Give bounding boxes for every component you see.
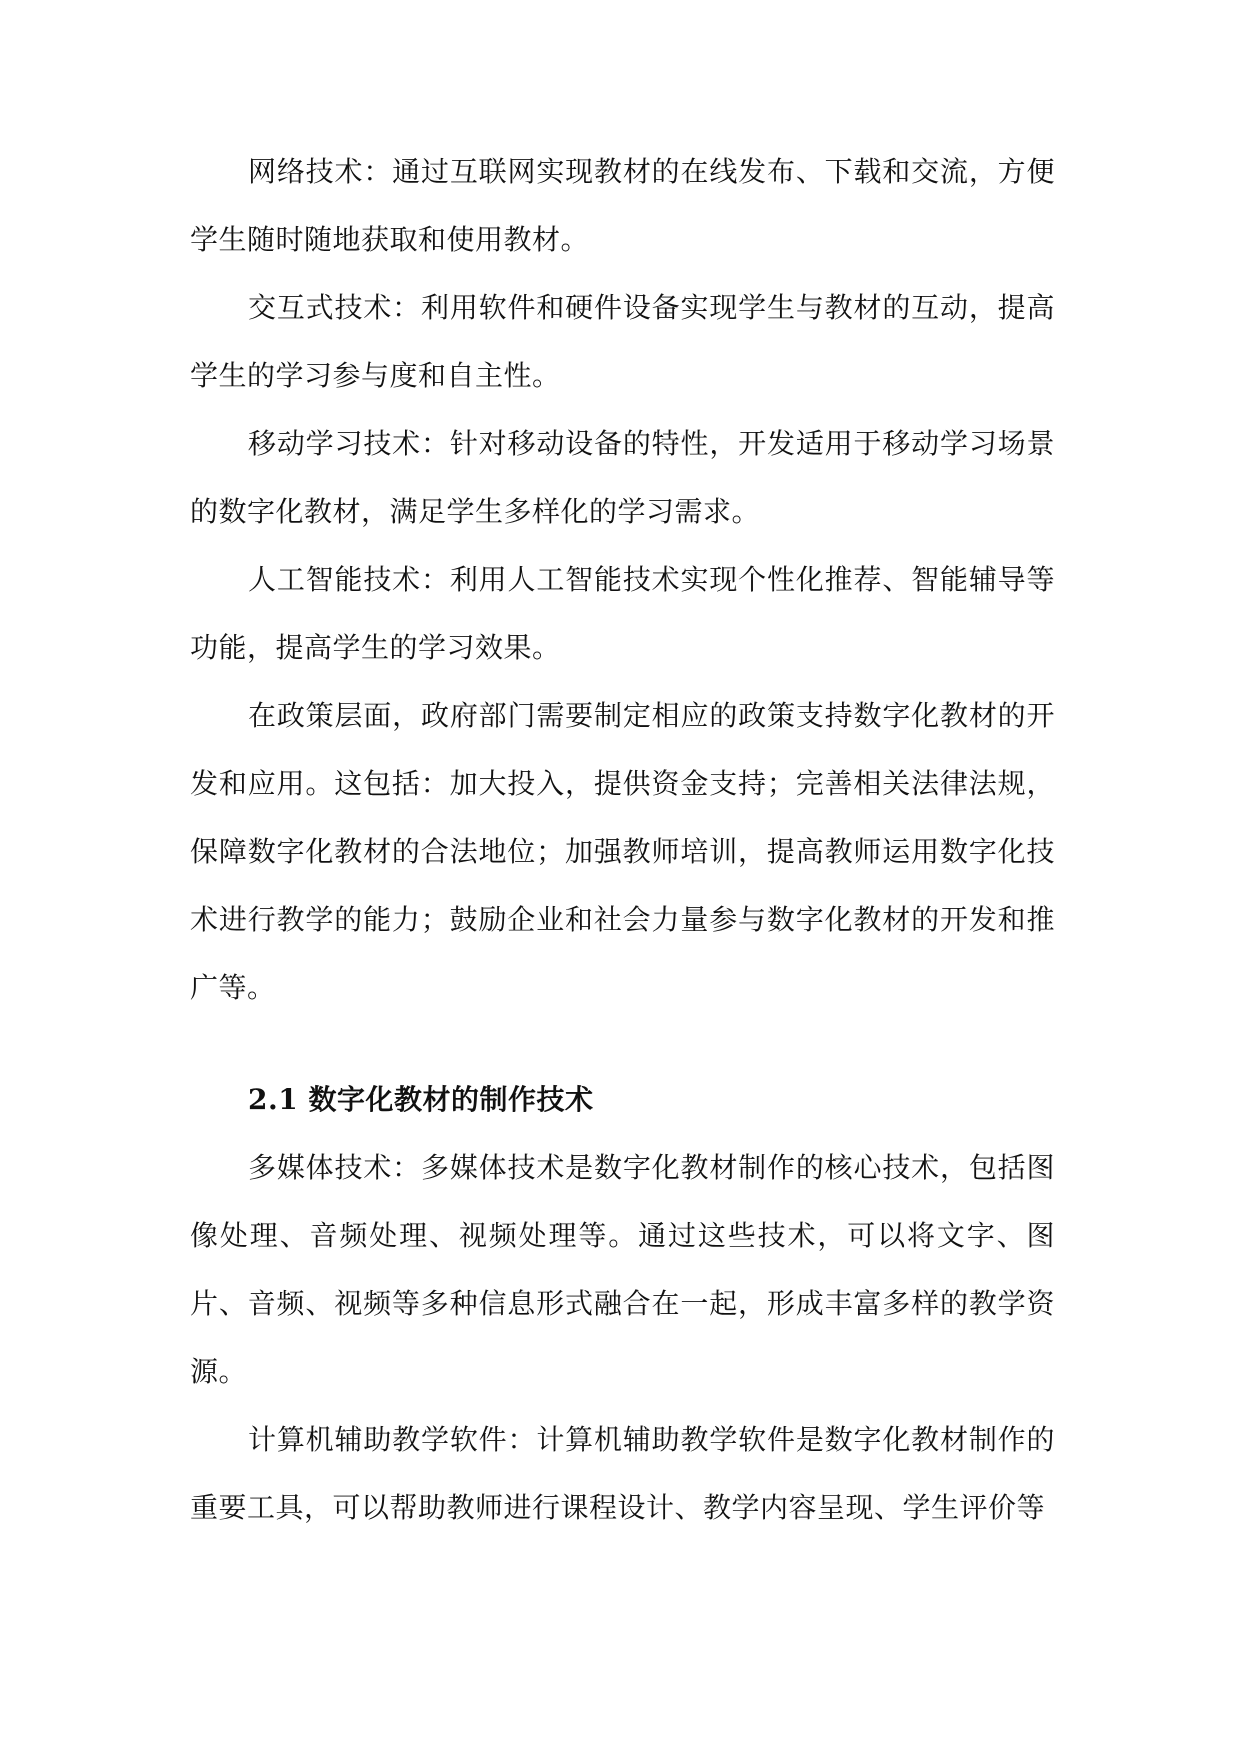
paragraph-ai-tech: 人工智能技术：利用人工智能技术实现个性化推荐、智能辅导等功能，提高学生的学习效果。 xyxy=(190,563,1055,664)
paragraph-mobile-learning-tech: 移动学习技术：针对移动设备的特性，开发适用于移动学习场景的数字化教材，满足学生多样化的学习需求。 xyxy=(190,427,1055,528)
section-heading: 2.1 数字化教材的制作技术 xyxy=(248,1083,594,1116)
paragraph-cai-software: 计算机辅助教学软件：计算机辅助教学软件是数字化教材制作的重要工具，可以帮助教师进行课程设计、教学内容呈现、学生评价等 xyxy=(190,1423,1055,1524)
paragraph-policy: 在政策层面，政府部门需要制定相应的政策支持数字化教材的开发和应用。这包括：加大投入，提供资金支持；完善相关法律法规，保障数字化教材的合法地位；加强教师培训，提高教师运用数字化技术进行教学的能力；鼓励企业和社会力量参与数字化教材的开发和推广等。 xyxy=(190,699,1055,1004)
page-content xyxy=(190,138,1055,1542)
paragraph-multimedia-tech: 多媒体技术：多媒体技术是数字化教材制作的核心技术，包括图像处理、音频处理、视频处理等。通过这些技术，可以将文字、图片、音频、视频等多种信息形式融合在一起，形成丰富多样的教学资源。 xyxy=(190,1151,1055,1388)
paragraph-network-tech: 网络技术：通过互联网实现教材的在线发布、下载和交流，方便学生随时随地获取和使用教材。 xyxy=(190,155,1055,256)
paragraph-interactive-tech: 交互式技术：利用软件和硬件设备实现学生与教材的互动，提高学生的学习参与度和自主性。 xyxy=(190,291,1055,392)
